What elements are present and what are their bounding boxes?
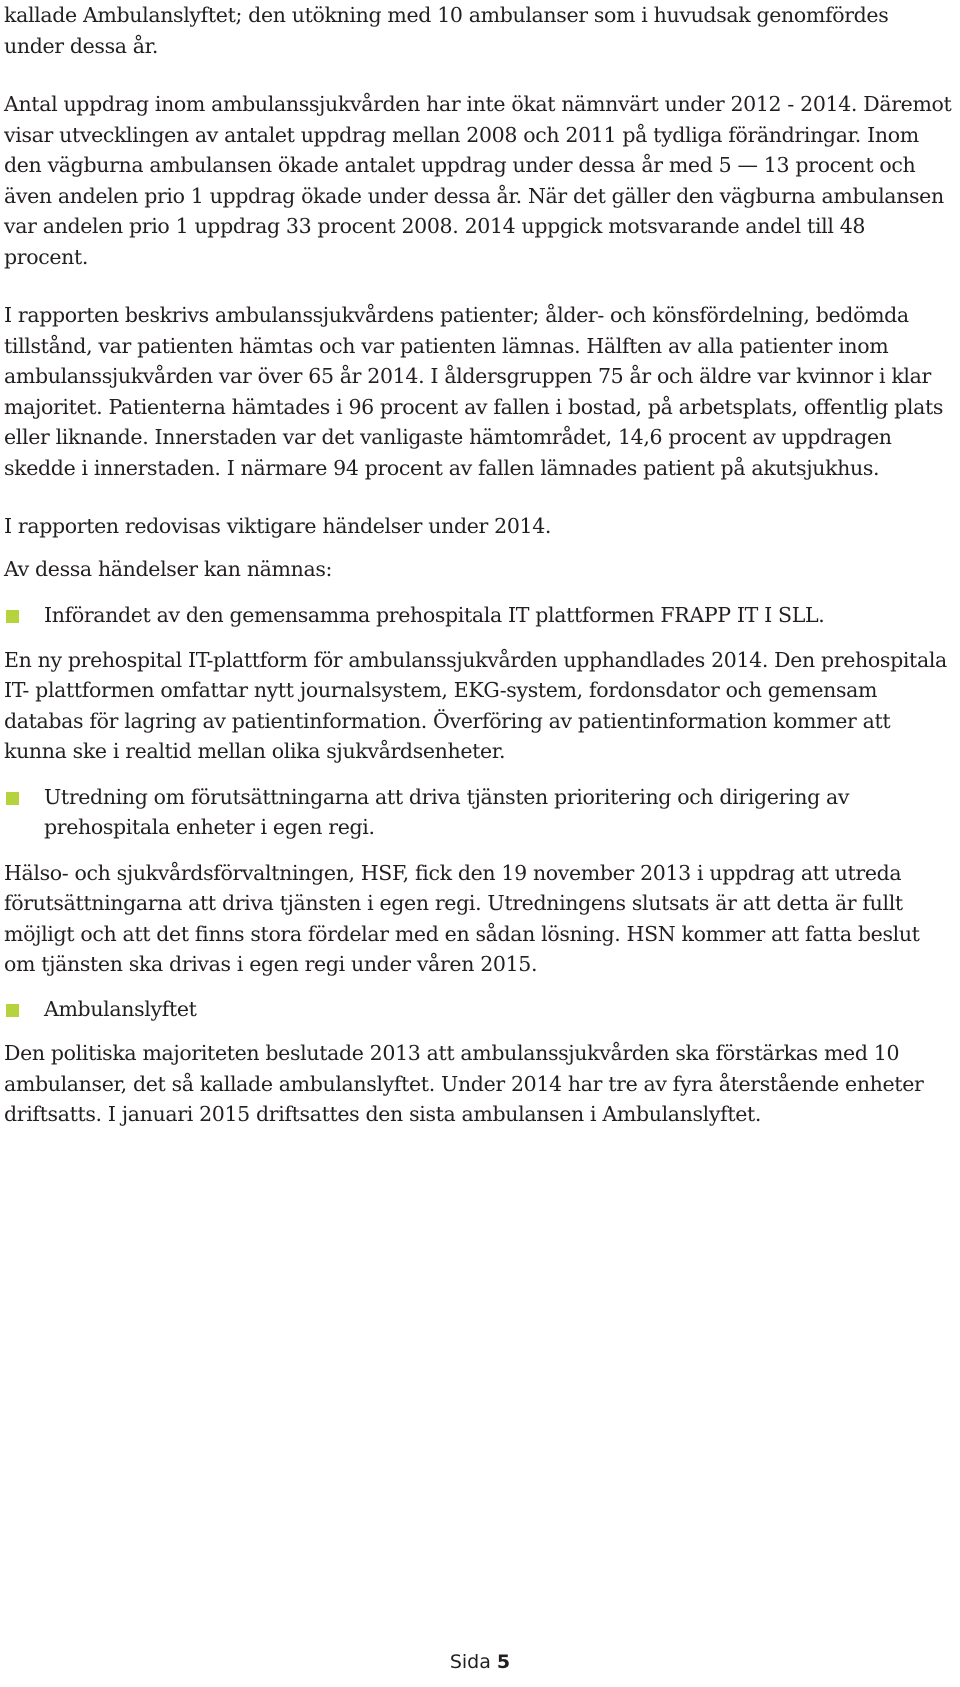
page-label: Sida [449,1651,491,1673]
page-number: 5 [496,1651,511,1673]
bullet-item-3 [4,994,954,1025]
paragraph-3: I rapporten beskrivs ambulanssjukvårdens patienter; ålder- och könsfördelning, bedömda tillstånd, var patienten hämtas och var patienten lämnas. Hälften av alla patienter inom ambulanssjukvården var över 65 år 2014. I åldersgruppen 75 år och äldre var kvinnor i klar majoritet. Patienterna hämtades i 96 procent av fallen i bostad, på arbetsplats, offentlig plats eller liknande. Innerstaden var det vanligaste hämtområdet, 14,6 procent av uppdragen skedde i innerstaden. I närmare 94 procent av fallen lämnades patient på akutsjukhus. [4,303,944,480]
bullet-item-1 [4,600,954,631]
bullet-text-3: Ambulanslyftet [44,996,197,1021]
square-bullet-icon [6,1004,19,1017]
square-bullet-icon [6,610,19,623]
document-body [4,0,954,1130]
paragraph-2: Antal uppdrag inom ambulanssjukvården har inte ökat nämnvärt under 2012 - 2014. Däremot visar utvecklingen av antalet uppdrag mellan 2008 och 2011 på tydliga förändringar. Inom den vägburna ambulansen ökade antalet uppdrag under dessa år med 5 — 13 procent och även andelen prio 1 uppdrag ökade under dessa år. När det gäller den vägburna ambulansen var andelen prio 1 uppdrag 33 procent 2008. 2014 uppgick motsvarande andel till 48 procent. [4,92,952,269]
paragraph-1: kallade Ambulanslyftet; den utökning med 10 ambulanser som i huvudsak genomfördes under dessa år. [4,3,889,58]
paragraph-6: En ny prehospital IT-plattform för ambulanssjukvården upphandlades 2014. Den prehospitala IT- plattformen omfattar nytt journalsystem, EKG-system, fordonsdator och gemensam databas för lagring av patientinformation. Överföring av patientinformation kommer att kunna ske i realtid mellan olika sjukvårdsenheter. [4,647,947,763]
bullet-text-1: Införandet av den gemensamma prehospitala IT plattformen FRAPP IT I SLL. [44,603,825,627]
paragraph-7: Hälso- och sjukvårdsförvaltningen, HSF, fick den 19 november 2013 i uppdrag att utreda förutsättningarna att driva tjänsten i egen regi. Utredningens slutsats är att detta är fullt möjligt och att det finns stora fördelar med en sådan lösning. HSN kommer att fatta beslut om tjänsten ska drivas i egen regi under våren 2015. [4,860,920,976]
paragraph-8: Den politiska majoriteten beslutade 2013 att ambulanssjukvården ska förstärkas med 10 ambulanser, det så kallade ambulanslyftet. Under 2014 har tre av fyra återstående enheter driftsatts. I januari 2015 driftsattes den sista ambulansen i Ambulanslyftet. [4,1041,924,1126]
page-footer [0,1651,960,1673]
bullet-item-2 [4,782,954,843]
bullet-text-2: Utredning om förutsättningarna att driva tjänsten prioritering och dirigering av prehospitala enheter i egen regi. [44,784,850,839]
paragraph-4: I rapporten redovisas viktigare händelser under 2014. [4,514,552,538]
paragraph-5: Av dessa händelser kan nämnas: [4,556,333,581]
square-bullet-icon [6,792,19,805]
